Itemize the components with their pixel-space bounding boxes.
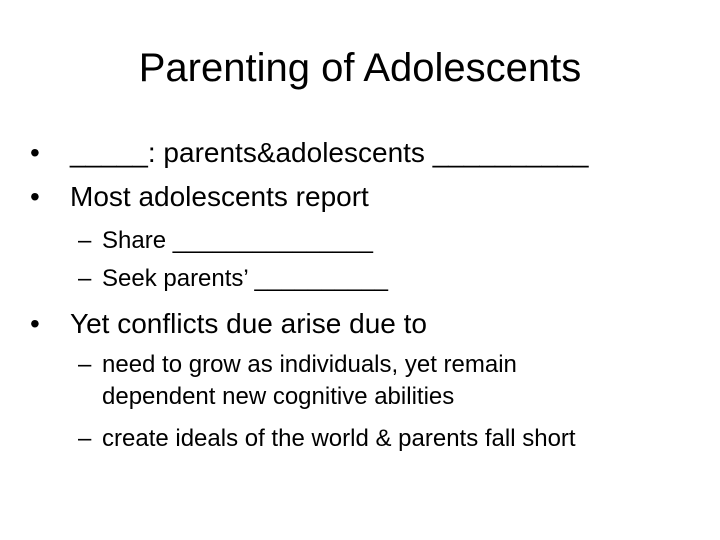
sub-bullet-marker: – [78,351,92,378]
sub-bullet-marker: – [78,265,92,292]
bullet-text: Yet conflicts due arise due to [70,308,427,339]
bullet-marker: • [30,137,40,168]
bullet-marker: • [30,181,40,212]
sub-bullet-marker: – [78,425,92,452]
sub-bullet-text: need to grow as individuals, yet remain [102,351,517,378]
sub-bullet-text: Seek parents’ __________ [102,265,389,292]
sub-bullet-marker: – [78,227,92,254]
bullet-marker: • [30,308,40,339]
sub-bullet-text: create ideals of the world & parents fall short [102,425,576,452]
slide-title: Parenting of Adolescents [138,46,582,90]
bullet-text: _____: parents&adolescents __________ [70,137,589,168]
sub-bullet-text: Share _______________ [102,227,373,254]
sub-bullet-continuation: dependent new cognitive abilities [102,383,455,410]
bullet-text: Most adolescents report [70,181,369,212]
